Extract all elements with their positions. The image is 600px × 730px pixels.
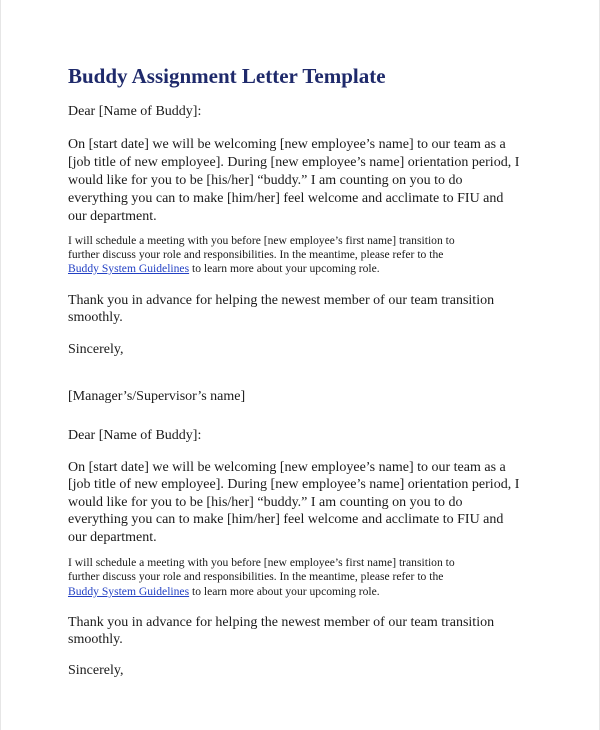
salutation: Dear [Name of Buddy]: — [68, 104, 202, 119]
thanks-line: Thank you in advance for helping the newest member of our team transition — [68, 293, 495, 308]
buddy-guidelines-link[interactable]: Buddy System Guidelines — [68, 585, 190, 598]
document-title: Buddy Assignment Letter Template — [68, 64, 386, 88]
closing: Sincerely, — [68, 663, 124, 678]
body-line: [job title of new employee]. During [new employee’s name] orientation period, I — [68, 155, 520, 170]
body-line: On [start date] we will be welcoming [new employee’s name] to our team as a — [68, 137, 506, 152]
body-line: would like for you to be [his/her] “buddy.” I am counting on you to do — [68, 173, 463, 188]
thanks-line: smoothly. — [68, 310, 123, 325]
thanks-line: Thank you in advance for helping the newest member of our team transition — [68, 615, 495, 630]
body-line: would like for you to be [his/her] “buddy.” I am counting on you to do — [68, 495, 463, 510]
meeting-line: I will schedule a meeting with you before [new employee’s first name] transition to — [68, 234, 455, 247]
meeting-line: further discuss your role and responsibilities. In the meantime, please refer to the — [68, 248, 444, 261]
meeting-line — [68, 584, 380, 599]
meeting-line: I will schedule a meeting with you before [new employee’s first name] transition to — [68, 556, 455, 569]
salutation: Dear [Name of Buddy]: — [68, 428, 202, 443]
signature: [Manager’s/Supervisor’s name] — [68, 389, 246, 404]
body-line: everything you can to make [him/her] feel welcome and acclimate to FIU and — [68, 191, 504, 206]
meeting-line — [68, 261, 380, 276]
meeting-line-rest: to learn more about your upcoming role. — [189, 585, 380, 598]
buddy-guidelines-link[interactable]: Buddy System Guidelines — [68, 262, 190, 275]
thanks-line: smoothly. — [68, 632, 123, 647]
body-line: On [start date] we will be welcoming [new employee’s name] to our team as a — [68, 460, 506, 475]
body-line: our department. — [68, 209, 157, 224]
body-line: everything you can to make [him/her] feel welcome and acclimate to FIU and — [68, 512, 504, 527]
meeting-line-rest: to learn more about your upcoming role. — [189, 262, 380, 275]
closing: Sincerely, — [68, 342, 124, 357]
meeting-line: further discuss your role and responsibilities. In the meantime, please refer to the — [68, 570, 444, 583]
body-line: [job title of new employee]. During [new employee’s name] orientation period, I — [68, 477, 520, 492]
body-line: our department. — [68, 530, 157, 545]
